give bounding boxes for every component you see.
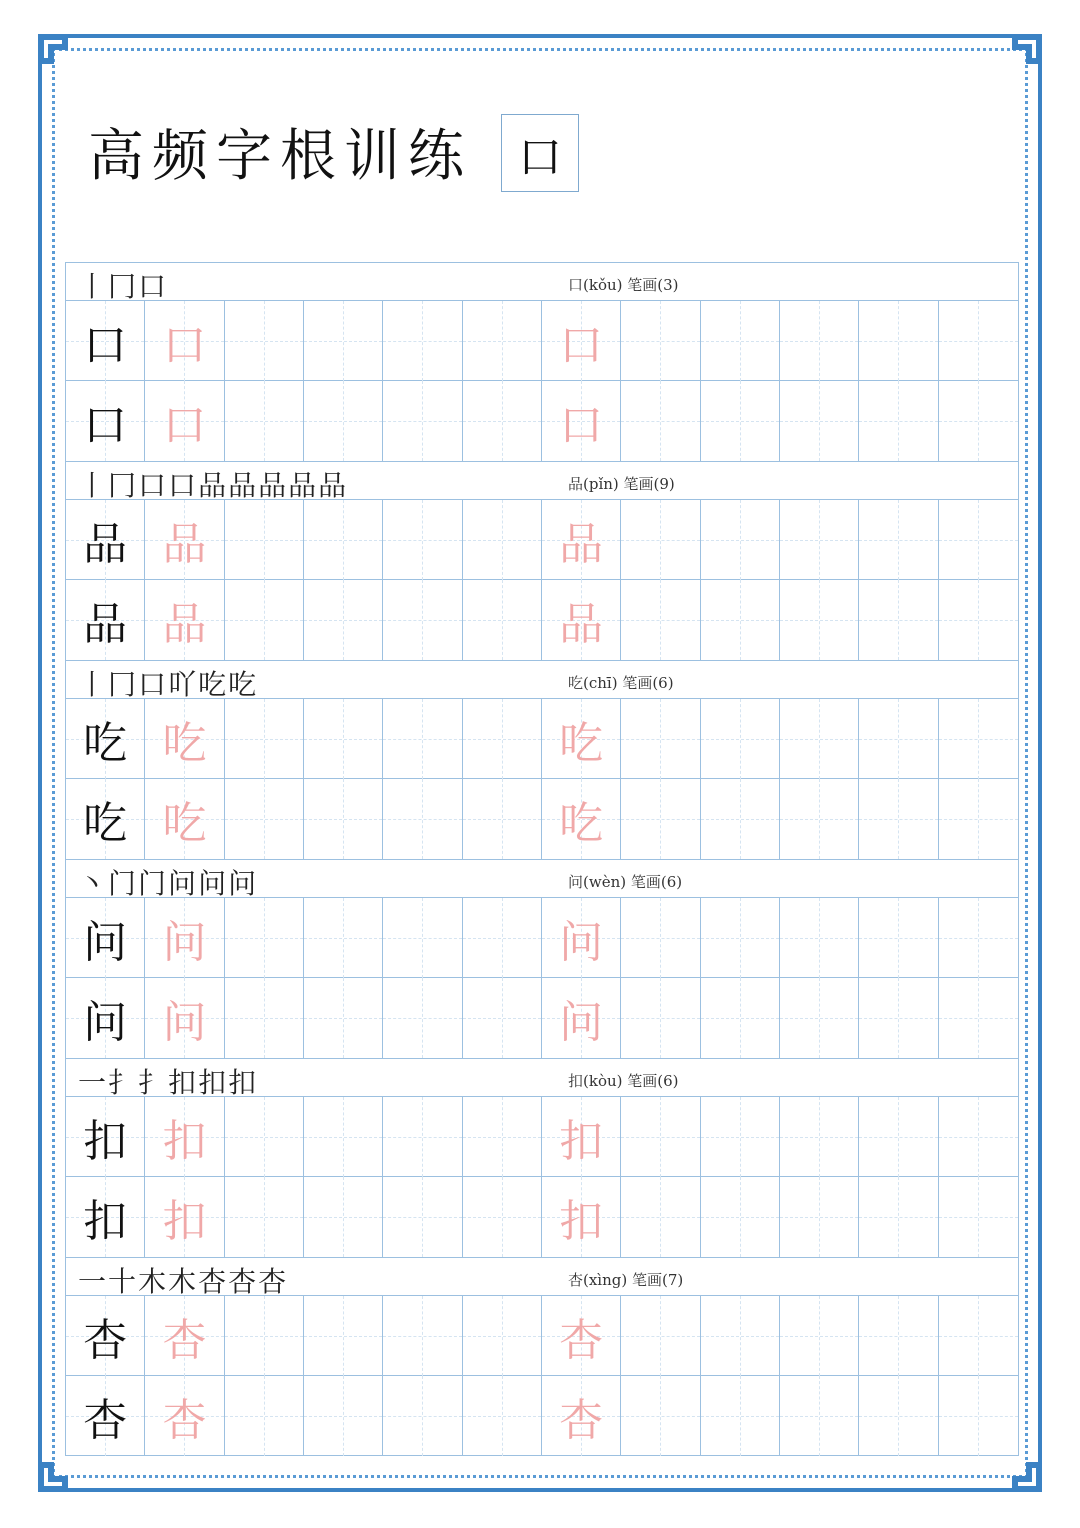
trace-char: 杏 (559, 1315, 604, 1366)
practice-row (66, 301, 1018, 381)
stroke-step: 杏 (228, 1265, 259, 1298)
trace-char: 扣 (162, 1116, 207, 1167)
model-char: 问 (83, 917, 128, 968)
practice-cell[interactable] (463, 1296, 542, 1376)
trace-char: 扣 (162, 1196, 207, 1247)
practice-cell[interactable] (621, 1296, 700, 1376)
stroke-step: 门 (138, 867, 169, 900)
stroke-step: 冂 (108, 469, 139, 502)
practice-cell[interactable] (145, 779, 224, 859)
trace-char: 扣 (559, 1116, 604, 1167)
trace-char: 吃 (162, 798, 207, 849)
practice-cell[interactable] (621, 898, 700, 978)
practice-cell[interactable] (383, 580, 462, 660)
stroke-step: 丶 (78, 867, 109, 900)
stroke-step: 杏 (258, 1265, 289, 1298)
practice-row (66, 580, 1018, 660)
stroke-step: 问 (198, 867, 229, 900)
stroke-step: 扣 (168, 1066, 199, 1099)
practice-cell[interactable] (225, 1177, 304, 1257)
practice-cell[interactable] (701, 1376, 780, 1456)
practice-cell[interactable] (621, 779, 700, 859)
trace-char: 问 (559, 997, 604, 1048)
practice-cell[interactable] (383, 1296, 462, 1376)
practice-cell[interactable] (304, 978, 383, 1058)
practice-cell[interactable] (859, 1296, 938, 1376)
stroke-step: 杏 (198, 1265, 229, 1298)
practice-cell[interactable] (383, 978, 462, 1058)
model-char: 品 (83, 599, 128, 650)
practice-cell[interactable] (701, 978, 780, 1058)
practice-cell[interactable] (701, 580, 780, 660)
stroke-step: 扌 (108, 1066, 139, 1099)
stroke-order (78, 1061, 258, 1101)
practice-cell[interactable] (780, 381, 859, 461)
practice-cell[interactable] (463, 1177, 542, 1257)
practice-cell[interactable] (939, 1376, 1018, 1456)
practice-cell[interactable] (383, 699, 462, 779)
practice-cell[interactable] (145, 1177, 224, 1257)
practice-cell[interactable] (939, 301, 1018, 381)
char-block (65, 859, 1019, 1058)
stroke-step: 冂 (108, 668, 139, 701)
trace-char: 问 (162, 997, 207, 1048)
practice-cell[interactable] (463, 500, 542, 580)
char-block (65, 262, 1019, 461)
practice-cell[interactable] (225, 301, 304, 381)
practice-cell[interactable] (145, 1376, 224, 1456)
practice-cell[interactable] (780, 1097, 859, 1177)
practice-cell[interactable] (225, 1376, 304, 1456)
practice-cell[interactable] (701, 779, 780, 859)
practice-cell[interactable] (225, 500, 304, 580)
practice-cell[interactable] (145, 1097, 224, 1177)
practice-cell[interactable] (701, 1177, 780, 1257)
practice-cell[interactable] (859, 978, 938, 1058)
practice-cell[interactable] (859, 580, 938, 660)
practice-cell[interactable] (225, 779, 304, 859)
practice-cell[interactable] (859, 500, 938, 580)
practice-cell[interactable] (304, 381, 383, 461)
char-block (65, 1257, 1019, 1456)
practice-cell[interactable] (859, 699, 938, 779)
model-char: 口 (83, 320, 128, 371)
corner-ornament-icon (986, 30, 1046, 90)
practice-cell[interactable] (542, 381, 621, 461)
practice-row (66, 699, 1018, 779)
practice-row (66, 500, 1018, 580)
practice-cell[interactable] (542, 580, 621, 660)
stroke-step: 口 (138, 270, 169, 303)
practice-cell[interactable] (780, 1376, 859, 1456)
practice-cell[interactable] (542, 301, 621, 381)
practice-row (66, 1177, 1018, 1257)
practice-cell[interactable] (780, 898, 859, 978)
char-block (65, 660, 1019, 859)
practice-cell[interactable] (939, 381, 1018, 461)
practice-cell[interactable] (463, 381, 542, 461)
block-header (66, 1059, 1018, 1097)
practice-cell[interactable] (145, 301, 224, 381)
model-char: 扣 (83, 1196, 128, 1247)
stroke-step: 品 (258, 469, 289, 502)
practice-cell[interactable] (383, 500, 462, 580)
trace-char: 杏 (162, 1395, 207, 1446)
practice-cell[interactable] (383, 779, 462, 859)
stroke-step: 门 (108, 867, 139, 900)
trace-char: 品 (559, 599, 604, 650)
model-char: 扣 (83, 1116, 128, 1167)
practice-cell[interactable] (542, 699, 621, 779)
practice-cell[interactable] (780, 779, 859, 859)
practice-cell[interactable] (939, 1177, 1018, 1257)
practice-cell[interactable] (463, 1376, 542, 1456)
practice-cell[interactable] (701, 898, 780, 978)
practice-cell[interactable] (304, 1296, 383, 1376)
char-info: 品(pǐn) 笔画(9) (568, 475, 675, 493)
practice-cell[interactable] (383, 1376, 462, 1456)
model-char: 口 (83, 400, 128, 451)
trace-char: 扣 (559, 1196, 604, 1247)
practice-cell[interactable] (621, 381, 700, 461)
practice-cell[interactable] (542, 1296, 621, 1376)
stroke-order (78, 1260, 288, 1300)
practice-cell[interactable] (859, 381, 938, 461)
trace-char: 品 (559, 519, 604, 570)
practice-cell[interactable] (939, 1296, 1018, 1376)
stroke-order (78, 663, 258, 703)
stroke-step: 品 (228, 469, 259, 502)
practice-row (66, 381, 1018, 461)
practice-cell[interactable] (145, 699, 224, 779)
stroke-step: 吖 (168, 668, 199, 701)
trace-char: 吃 (559, 798, 604, 849)
practice-cell[interactable] (621, 1376, 700, 1456)
practice-row (66, 1097, 1018, 1177)
practice-cell[interactable] (463, 699, 542, 779)
stroke-step: 吃 (228, 668, 259, 701)
trace-char: 杏 (559, 1395, 604, 1446)
practice-cell[interactable] (383, 301, 462, 381)
practice-cell[interactable] (542, 500, 621, 580)
practice-cell[interactable] (621, 580, 700, 660)
model-char: 吃 (83, 798, 128, 849)
practice-cell[interactable] (463, 580, 542, 660)
char-info: 吃(chī) 笔画(6) (568, 674, 674, 692)
practice-cell[interactable] (859, 1177, 938, 1257)
practice-cell[interactable] (145, 500, 224, 580)
trace-char: 吃 (559, 718, 604, 769)
practice-cell[interactable] (621, 1177, 700, 1257)
practice-cell[interactable] (701, 381, 780, 461)
trace-char: 口 (559, 320, 604, 371)
stroke-step: 一 (78, 1265, 109, 1298)
practice-cell[interactable] (701, 500, 780, 580)
model-char: 杏 (83, 1315, 128, 1366)
practice-cell[interactable] (859, 301, 938, 381)
stroke-order (78, 862, 258, 902)
stroke-step: 冂 (108, 270, 139, 303)
practice-cell[interactable] (542, 898, 621, 978)
practice-cell[interactable] (145, 1296, 224, 1376)
block-header (66, 263, 1018, 301)
practice-row (66, 779, 1018, 859)
stroke-step: 品 (198, 469, 229, 502)
practice-cell[interactable] (780, 301, 859, 381)
practice-cell[interactable] (542, 1097, 621, 1177)
trace-char: 杏 (162, 1315, 207, 1366)
practice-cell[interactable] (939, 779, 1018, 859)
stroke-step: 丨 (78, 469, 109, 502)
practice-cell[interactable] (304, 580, 383, 660)
practice-row (66, 1296, 1018, 1376)
block-header (66, 661, 1018, 699)
stroke-step: 丨 (78, 668, 109, 701)
practice-cell[interactable] (304, 699, 383, 779)
block-header (66, 860, 1018, 898)
stroke-step: 吃 (198, 668, 229, 701)
practice-cell[interactable] (66, 1376, 145, 1456)
stroke-step: 口 (138, 469, 169, 502)
practice-cell[interactable] (225, 580, 304, 660)
practice-cell[interactable] (621, 301, 700, 381)
practice-cell[interactable] (66, 1177, 145, 1257)
practice-cell[interactable] (66, 500, 145, 580)
practice-cell[interactable] (66, 381, 145, 461)
trace-char: 问 (162, 917, 207, 968)
practice-cell[interactable] (463, 779, 542, 859)
practice-cell[interactable] (225, 381, 304, 461)
block-header (66, 462, 1018, 500)
stroke-step: 品 (288, 469, 319, 502)
practice-cell[interactable] (542, 1177, 621, 1257)
char-block (65, 461, 1019, 660)
practice-cell[interactable] (304, 301, 383, 381)
stroke-order (78, 265, 168, 305)
practice-cell[interactable] (145, 381, 224, 461)
practice-cell[interactable] (66, 978, 145, 1058)
practice-cell[interactable] (66, 580, 145, 660)
model-char: 杏 (83, 1395, 128, 1446)
practice-cell[interactable] (463, 1097, 542, 1177)
practice-cell[interactable] (780, 978, 859, 1058)
practice-cell[interactable] (939, 1097, 1018, 1177)
practice-cell[interactable] (939, 898, 1018, 978)
practice-cell[interactable] (780, 580, 859, 660)
stroke-order (78, 464, 348, 504)
practice-cell[interactable] (225, 898, 304, 978)
trace-char: 品 (162, 599, 207, 650)
page-title: 高频字根训练 (88, 124, 472, 189)
corner-ornament-icon (34, 30, 94, 90)
practice-cell[interactable] (780, 1296, 859, 1376)
practice-cell[interactable] (939, 978, 1018, 1058)
practice-cell[interactable] (304, 1177, 383, 1257)
practice-cell[interactable] (542, 978, 621, 1058)
title-char-box (501, 114, 579, 192)
stroke-step: 口 (168, 469, 199, 502)
practice-cell[interactable] (66, 779, 145, 859)
practice-cell[interactable] (304, 500, 383, 580)
practice-cell[interactable] (225, 1296, 304, 1376)
practice-cell[interactable] (859, 1097, 938, 1177)
trace-char: 吃 (162, 718, 207, 769)
stroke-step: 扌 (138, 1066, 169, 1099)
practice-cell[interactable] (66, 301, 145, 381)
practice-cell[interactable] (145, 978, 224, 1058)
practice-cell[interactable] (939, 500, 1018, 580)
practice-cell[interactable] (225, 699, 304, 779)
trace-char: 口 (559, 400, 604, 451)
practice-cell[interactable] (304, 898, 383, 978)
stroke-step: 丨 (78, 270, 109, 303)
trace-char: 品 (162, 519, 207, 570)
practice-row (66, 978, 1018, 1058)
practice-cell[interactable] (66, 898, 145, 978)
practice-cell[interactable] (621, 978, 700, 1058)
practice-cell[interactable] (621, 1097, 700, 1177)
practice-cell[interactable] (383, 898, 462, 978)
practice-cell[interactable] (304, 1097, 383, 1177)
stroke-step: 口 (138, 668, 169, 701)
stroke-step: 品 (318, 469, 349, 502)
practice-cell[interactable] (780, 699, 859, 779)
stroke-step: 一 (78, 1066, 109, 1099)
practice-cell[interactable] (939, 580, 1018, 660)
trace-char: 口 (162, 320, 207, 371)
practice-cell[interactable] (463, 978, 542, 1058)
practice-cell[interactable] (145, 580, 224, 660)
stroke-step: 扣 (228, 1066, 259, 1099)
practice-cell[interactable] (780, 500, 859, 580)
practice-cell[interactable] (145, 898, 224, 978)
practice-cell[interactable] (701, 699, 780, 779)
char-info: 问(wèn) 笔画(6) (568, 873, 683, 891)
practice-cell[interactable] (463, 898, 542, 978)
practice-cell[interactable] (939, 699, 1018, 779)
practice-cell[interactable] (701, 301, 780, 381)
model-char: 问 (83, 997, 128, 1048)
practice-cell[interactable] (66, 699, 145, 779)
char-block (65, 1058, 1019, 1257)
practice-cell[interactable] (780, 1177, 859, 1257)
practice-cell[interactable] (225, 978, 304, 1058)
practice-grid (65, 262, 1019, 1456)
trace-char: 问 (559, 917, 604, 968)
practice-cell[interactable] (383, 381, 462, 461)
stroke-step: 十 (108, 1265, 139, 1298)
practice-row (66, 898, 1018, 978)
stroke-step: 木 (168, 1265, 199, 1298)
practice-cell[interactable] (304, 779, 383, 859)
practice-cell[interactable] (621, 500, 700, 580)
practice-cell[interactable] (621, 699, 700, 779)
char-info: 口(kǒu) 笔画(3) (568, 276, 679, 294)
practice-cell[interactable] (225, 1097, 304, 1177)
practice-cell[interactable] (701, 1097, 780, 1177)
practice-cell[interactable] (701, 1296, 780, 1376)
practice-row (66, 1376, 1018, 1456)
stroke-step: 问 (228, 867, 259, 900)
practice-cell[interactable] (859, 1376, 938, 1456)
trace-char: 口 (162, 400, 207, 451)
char-info: 杏(xìng) 笔画(7) (568, 1271, 684, 1289)
model-char: 品 (83, 519, 128, 570)
char-info: 扣(kòu) 笔画(6) (568, 1072, 679, 1090)
practice-cell[interactable] (66, 1097, 145, 1177)
practice-cell[interactable] (66, 1296, 145, 1376)
block-header (66, 1258, 1018, 1296)
title-char: 口 (518, 132, 562, 183)
practice-cell[interactable] (542, 1376, 621, 1456)
practice-cell[interactable] (304, 1376, 383, 1456)
stroke-step: 问 (168, 867, 199, 900)
practice-cell[interactable] (383, 1177, 462, 1257)
practice-cell[interactable] (859, 898, 938, 978)
practice-cell[interactable] (463, 301, 542, 381)
stroke-step: 扣 (198, 1066, 229, 1099)
practice-cell[interactable] (542, 779, 621, 859)
stroke-step: 木 (138, 1265, 169, 1298)
practice-cell[interactable] (859, 779, 938, 859)
practice-cell[interactable] (383, 1097, 462, 1177)
model-char: 吃 (83, 718, 128, 769)
